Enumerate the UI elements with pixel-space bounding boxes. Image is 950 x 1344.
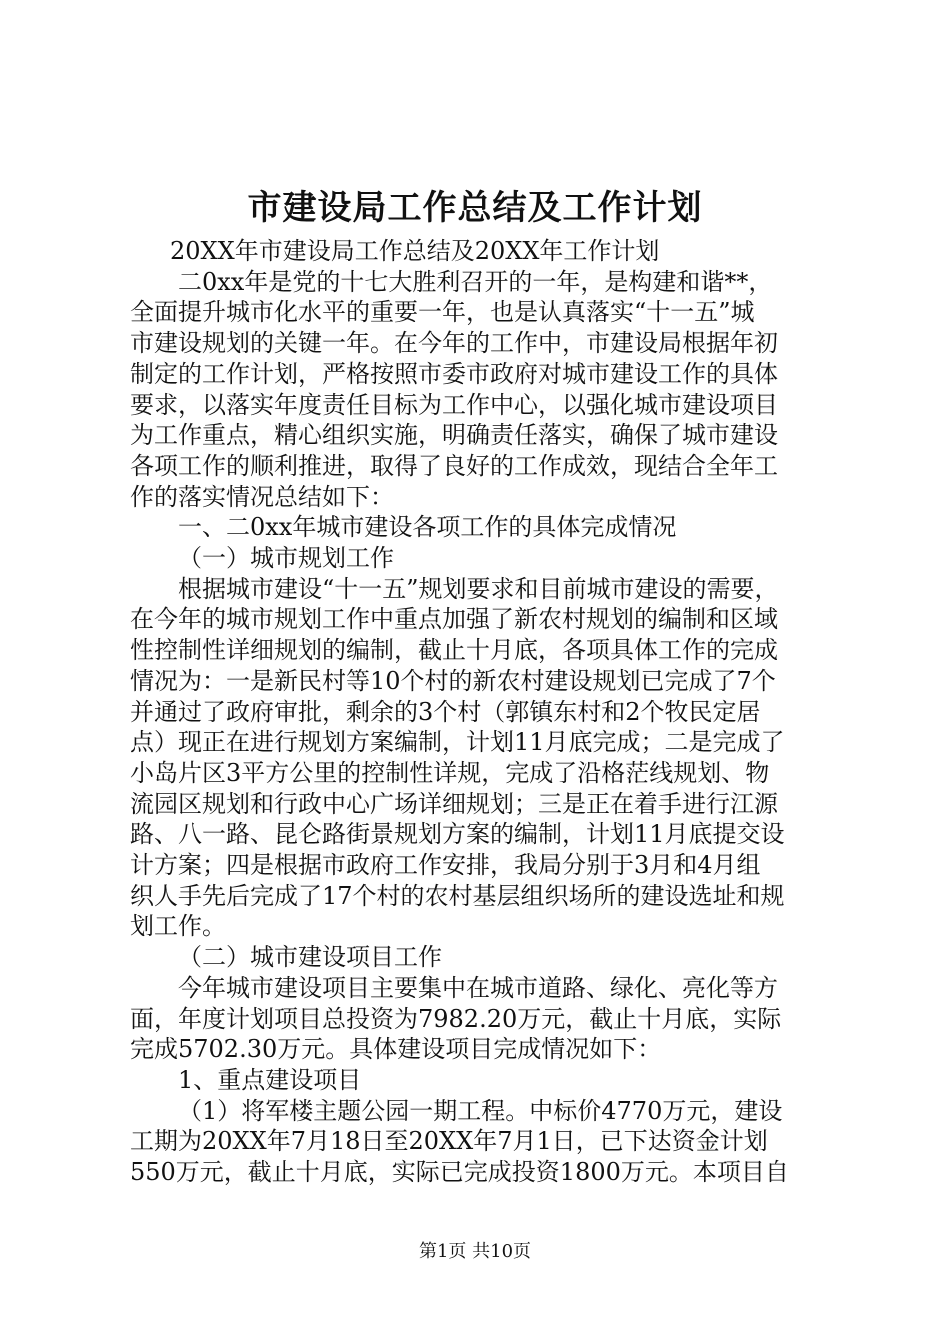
paragraph-line: 小岛片区3平方公里的控制性详规，完成了沿格茫线规划、物: [130, 758, 770, 787]
section-heading: 一、二0xx年城市建设各项工作的具体完成情况: [178, 513, 677, 542]
paragraph-line: 今年城市建设项目主要集中在城市道路、绿化、亮化等方: [178, 973, 778, 1002]
subsection-heading: （二）城市建设项目工作: [178, 943, 442, 972]
subtitle-line: 20XX年市建设局工作总结及20XX年工作计划: [170, 237, 660, 265]
paragraph-line: 制定的工作计划，严格按照市委市政府对城市建设工作的具体: [130, 359, 778, 388]
paragraph-line: 并通过了政府审批，剩余的3个村（郭镇东村和2个牧民定居: [130, 697, 761, 726]
paragraph-line: 为工作重点，精心组织实施，明确责任落实，确保了城市建设: [130, 421, 778, 450]
page-number-footer: 第1页 共10页: [418, 1241, 532, 1262]
paragraph-line: 情况为：一是新民村等10个村的新农村建设规划已完成了7个: [130, 666, 776, 695]
paragraph-line: 划工作。: [130, 912, 226, 941]
document-title: 市建设局工作总结及工作计划: [247, 188, 703, 228]
paragraph-line: 织人手先后完成了17个村的农村基层组织场所的建设选址和规: [130, 881, 785, 910]
paragraph-line: 市建设规划的关键一年。在今年的工作中，市建设局根据年初: [130, 329, 778, 358]
paragraph-line: 在今年的城市规划工作中重点加强了新农村规划的编制和区域: [130, 605, 778, 634]
paragraph-line: 二0xx年是党的十七大胜利召开的一年，是构建和谐**，: [178, 267, 773, 296]
paragraph-line: 工期为20XX年7月18日至20XX年7月1日，已下达资金计划: [130, 1127, 768, 1156]
document-body: [130, 236, 830, 1188]
paragraph-line: 路、八一路、昆仑路街景规划方案的编制，计划11月底提交设: [130, 820, 785, 849]
paragraph-line: 根据城市建设“十一五”规划要求和目前城市建设的需要，: [178, 574, 779, 603]
item-heading: 1、重点建设项目: [178, 1065, 362, 1094]
paragraph-line: 计方案；四是根据市政府工作安排，我局分别于3月和4月组: [130, 851, 761, 880]
paragraph-line: 性控制性详细规划的编制，截止十月底，各项具体工作的完成: [130, 636, 778, 665]
paragraph-line: 要求，以落实年度责任目标为工作中心，以强化城市建设项目: [130, 390, 778, 419]
paragraph-line: 各项工作的顺利推进，取得了良好的工作成效，现结合全年工: [130, 451, 778, 480]
paragraph-line: 面，年度计划项目总投资为7982.20万元，截止十月底，实际: [130, 1004, 782, 1033]
paragraph-line: 作的落实情况总结如下：: [130, 482, 394, 511]
paragraph-line: 点）现正在进行规划方案编制，计划11月底完成；二是完成了: [130, 728, 785, 757]
paragraph-line: 全面提升城市化水平的重要一年，也是认真落实“十一五”城: [130, 298, 755, 327]
subsection-heading: （一）城市规划工作: [178, 544, 394, 573]
paragraph-line: （1）将军楼主题公园一期工程。中标价4770万元，建设: [178, 1096, 783, 1125]
paragraph-line: 完成5702.30万元。具体建设项目完成情况如下：: [130, 1035, 662, 1064]
paragraph-line: 流园区规划和行政中心广场详细规划；三是正在着手进行江源: [130, 789, 778, 818]
paragraph-line: 550万元，截止十月底，实际已完成投资1800万元。本项目自: [130, 1158, 789, 1187]
